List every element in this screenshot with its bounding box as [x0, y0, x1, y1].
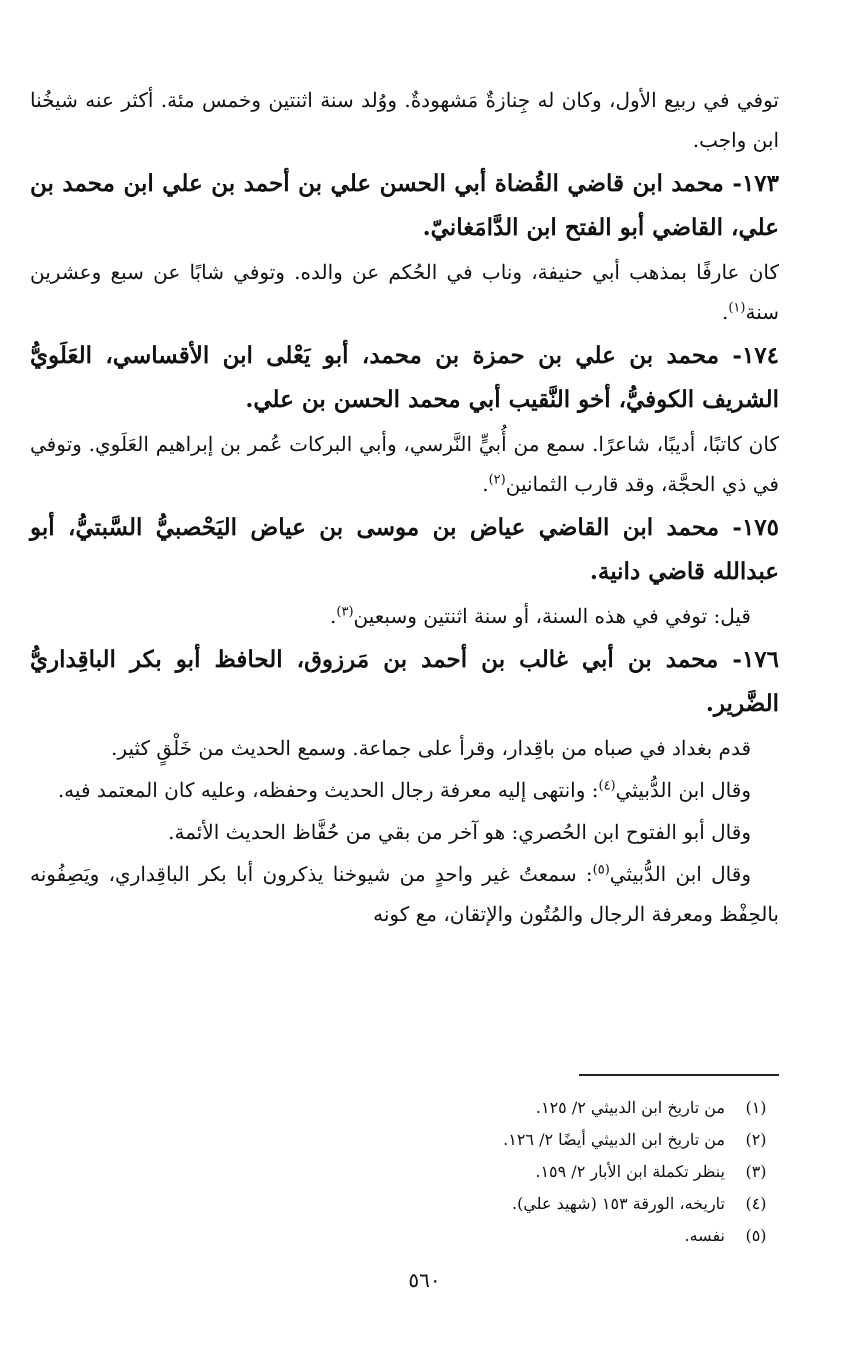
paragraph-text: كان عارفًا بمذهب أبي حنيفة، وناب في الحُكم عن والده. وتوفي شابًا عن سبع وعشرين سنة [30, 260, 779, 324]
footnote-number: (٣) [745, 1162, 767, 1181]
footnote-item [200, 1156, 771, 1188]
footnote-ref: (٢) [488, 472, 506, 488]
footnotes [200, 1092, 771, 1252]
footnote-item [200, 1188, 771, 1220]
paragraph-text: وقال ابن الدُّبيثي [615, 778, 751, 802]
paragraph-text-after: : وانتهى إليه معرفة رجال الحديث وحفظه، وعليه كان المعتمد فيه. [57, 778, 599, 802]
entry-title: محمد ابن قاضي القُضاة أبي الحسن علي بن أحمد بن علي ابن محمد بن علي، القاضي أبو الفتح ابن الدَّامَغانيّ. [30, 170, 779, 241]
footnote-text: نفسه. [684, 1226, 725, 1245]
paragraph-text: وقال ابن الدُّبيثي [609, 862, 751, 886]
footnote-ref: (٥) [592, 862, 610, 878]
paragraph-text-after: : سمعتُ غير واحدٍ من شيوخنا يذكرون أبا بكر الباقِداري، ويَصِفُونه بالحِفْظ ومعرفة الرجال والمُتُون والإتقان، مع كونه [30, 862, 779, 926]
footnote-text: من تاريخ ابن الدبيثي أيضًا ٢/ ١٢٦. [503, 1130, 725, 1149]
entry-heading-175 [30, 506, 779, 594]
footnote-divider [579, 1074, 779, 1076]
footnote-number: (٢) [745, 1130, 767, 1149]
footnote-text: ينظر تكملة ابن الأبار ٢/ ١٥٩. [535, 1162, 725, 1181]
footnote-item [200, 1092, 771, 1124]
entry-title: محمد ابن القاضي عياض بن موسى بن عياض اليَحْصبيُّ السَّبتيُّ، أبو عبدالله قاضي دانية. [30, 514, 779, 585]
entry-heading-173 [30, 162, 779, 250]
footnote-text: من تاريخ ابن الدبيثي ٢/ ١٢٥. [535, 1098, 725, 1117]
entry-number: ١٧٣- [732, 170, 779, 197]
entry-title: محمد بن أبي غالب بن أحمد بن مَرزوق، الحافظ أبو بكر الباقِداريُّ الضَّرير. [30, 646, 779, 717]
entry-number: ١٧٦- [732, 646, 779, 673]
footnote-item [200, 1124, 771, 1156]
entry-heading-174 [30, 334, 779, 422]
footnote-number: (٥) [745, 1226, 767, 1245]
entry-title: محمد بن علي بن حمزة بن محمد، أبو يَعْلى ابن الأقساسي، العَلَويُّ الشريف الكوفيُّ، أخو النَّقيب أبي محمد الحسن بن علي. [30, 342, 779, 413]
footnote-number: (٤) [745, 1194, 767, 1213]
footnote-ref: (١) [728, 300, 746, 316]
paragraph-text: قيل: توفي في هذه السنة، أو سنة اثنتين وسبعين [353, 604, 751, 628]
entry-body-174: كان كاتبًا، أديبًا، شاعرًا. سمع من أُبيٍّ النَّرسي، وأبي البركات عُمر بن إبراهيم العَلَوي. وتوفي في ذي الحجَّة، وقد قارب الثمانين$^{(٢)}$. [30, 432, 779, 496]
entry-body-176 [30, 728, 779, 768]
entry-body-173: كان عارفًا بمذهب أبي حنيفة، وناب في الحُكم عن والده. وتوفي شابًا عن سبع وعشرين سنة$^{(١)}$. [30, 260, 779, 324]
entry-number: ١٧٥- [732, 514, 779, 541]
entry-heading-176 [30, 638, 779, 726]
main-text [30, 80, 779, 934]
paragraph-text: توفي في ربيع الأول، وكان له جِنازةٌ مَشهودةٌ. ووُلد سنة اثنتين وخمس مئة. أكثر عنه شيخُنا ابن واجب. [30, 88, 779, 152]
footnote-number: (١) [745, 1098, 767, 1117]
footnote-ref: (٤) [598, 778, 616, 794]
quote-dubaythi-1 [30, 770, 779, 810]
footnote-item [200, 1220, 771, 1252]
footnote-ref: (٣) [336, 604, 354, 620]
footnote-text: تاريخه، الورقة ١٥٣ (شهيد علي). [511, 1194, 725, 1213]
page-number: ٥٦٠ [408, 1268, 441, 1292]
paragraph-text: قدم بغداد في صباه من باقِدار، وقرأ على جماعة. وسمع الحديث من خَلْقٍ كثير. [111, 736, 751, 760]
paragraph-text: كان كاتبًا، أديبًا، شاعرًا. سمع من أُبيٍّ النَّرسي، وأبي البركات عُمر بن إبراهيم العَلَوي. وتوفي في ذي الحجَّة، وقد قارب الثمانين [30, 432, 779, 496]
paragraph-continuation [30, 80, 779, 160]
entry-number: ١٧٤- [732, 342, 779, 369]
entry-body-175: قيل: توفي في هذه السنة، أو سنة اثنتين وسبعين$^{(٣)}$. [330, 604, 751, 628]
quote-husri [30, 812, 779, 852]
paragraph-text: وقال أبو الفتوح ابن الحُصري: هو آخر من بقي من حُفَّاظ الحديث الأئمة. [168, 820, 751, 844]
quote-dubaythi-2 [30, 854, 779, 934]
